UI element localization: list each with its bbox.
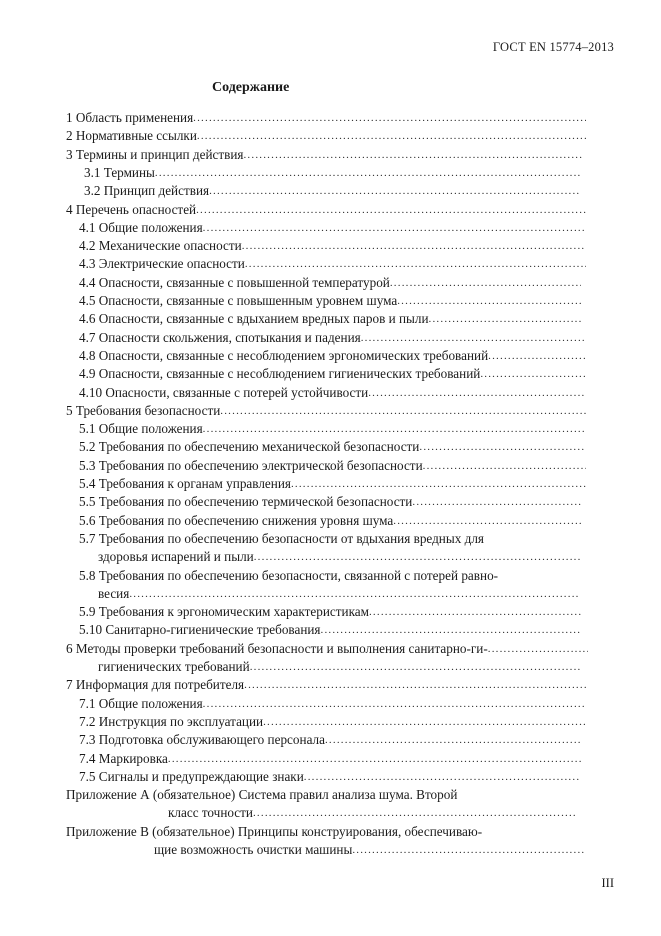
toc-leader-dots: [168, 750, 581, 768]
toc-entry[interactable]: [79, 219, 586, 237]
toc-entry[interactable]: [79, 457, 586, 475]
toc-entry[interactable]: [79, 621, 581, 639]
toc-entry[interactable]: [79, 329, 586, 347]
toc-entry-text: 7.1 Общие положения: [79, 695, 203, 711]
toc-entry[interactable]: [79, 237, 586, 255]
toc-entry-text: гигиенических требований: [98, 659, 250, 674]
toc-entry-text: 5.1 Общие положения: [79, 421, 203, 437]
toc-entry-text: 1 Область применения: [66, 110, 194, 125]
toc-entry-text: Приложение В (обязательное) Принципы конструирования, обеспечиваю-: [66, 823, 483, 839]
toc-leader-dots: [196, 201, 586, 219]
toc-entry-text: 5.8 Требования по обеспечению безопасности, связанной с потерей равно-: [79, 567, 499, 583]
toc-leader-dots: [484, 530, 581, 548]
toc-leader-dots: [369, 603, 581, 621]
toc-leader-dots: [498, 567, 581, 585]
toc-entry-appendix[interactable]: [66, 786, 576, 804]
toc-leader-dots: [368, 384, 586, 402]
toc-entry[interactable]: [79, 255, 586, 273]
toc-entry-text: 5.3 Требования по обеспечению электрической безопасности: [79, 457, 423, 473]
toc-leader-dots: [361, 329, 586, 347]
toc-leader-dots: [480, 365, 586, 383]
toc-leader-dots: [243, 146, 582, 164]
toc-entry[interactable]: [66, 402, 586, 420]
toc-entry[interactable]: [79, 603, 581, 621]
toc-entry[interactable]: [79, 420, 586, 438]
toc-leader-dots: [325, 731, 581, 749]
toc-entry[interactable]: [79, 512, 581, 530]
toc-entry-text: 4.9 Опасности, связанные с несоблюдением гигиенических требований: [79, 366, 481, 382]
toc-entry[interactable]: [79, 768, 581, 786]
toc-entry-appendix[interactable]: [66, 823, 586, 841]
toc-entry-text: весия: [98, 585, 130, 601]
toc-entry-text: 5.6 Требования по обеспечению снижения уровня шума: [79, 512, 394, 528]
toc-entry[interactable]: [79, 493, 581, 511]
toc-leader-dots: [321, 621, 582, 639]
toc-entry-text: 4.6 Опасности, связанные с вдыханием вредных паров и пыли: [79, 311, 429, 327]
toc-entry-text: 2 Нормативные ссылки: [66, 128, 197, 144]
toc-leader-dots: [129, 585, 580, 603]
toc-entry-text: 5.5 Требования по обеспечению термической безопасности: [79, 494, 413, 510]
toc-leader-dots: [242, 237, 586, 255]
toc-leader-dots: [412, 493, 581, 511]
toc-entry[interactable]: [66, 109, 586, 127]
toc-entry-continued[interactable]: [168, 804, 576, 822]
toc-leader-dots: [203, 219, 586, 237]
toc-leader-dots: [253, 804, 576, 822]
toc-leader-dots: [429, 310, 581, 328]
toc-entry-continued[interactable]: [154, 841, 584, 859]
toc-leader-dots: [254, 548, 580, 566]
toc-entry-text: 7.5 Сигналы и предупреждающие знаки: [79, 768, 304, 784]
toc-entry[interactable]: [84, 164, 580, 182]
toc-leader-dots: [220, 402, 586, 420]
toc-leader-dots: [304, 768, 581, 786]
toc-entry-text: 7.3 Подготовка обслуживающего персонала: [79, 732, 325, 748]
toc-entry[interactable]: [66, 640, 588, 658]
toc-leader-dots: [397, 292, 581, 310]
toc-entry-text: 4.3 Электрические опасности: [79, 256, 245, 272]
toc-entry[interactable]: [66, 676, 586, 694]
toc-leader-dots: [393, 512, 581, 530]
toc-entry-continued[interactable]: [98, 548, 580, 566]
toc-entry-text: 4.5 Опасности, связанные с повышенным уровнем шума: [79, 293, 398, 308]
toc-entry-continued[interactable]: [98, 658, 580, 676]
toc-leader-dots: [203, 695, 586, 713]
toc-entry-text: 5.10 Санитарно-гигиенические требования: [79, 622, 321, 638]
toc-entry-text: щие возможность очистки машины: [154, 842, 353, 857]
toc-leader-dots: [419, 438, 586, 456]
toc-entry-text: 7.2 Инструкция по эксплуатации: [79, 713, 264, 729]
toc-entry-text: 4.10 Опасности, связанные с потерей устойчивости: [79, 384, 369, 400]
toc-entry[interactable]: [79, 731, 581, 749]
toc-leader-dots: [488, 640, 588, 658]
toc-entry-text: 3.1 Термины: [84, 164, 155, 180]
toc-entry-text: 4.8 Опасности, связанные с несоблюдением эргономических требований: [79, 347, 489, 363]
toc-entry-text: 4 Перечень опасностей: [66, 201, 197, 217]
toc-entry[interactable]: [79, 475, 586, 493]
toc-entry-text: 3 Термины и принцип действия: [66, 146, 244, 162]
toc-entry[interactable]: [84, 182, 580, 200]
toc-leader-dots: [423, 457, 586, 475]
toc-entry[interactable]: [79, 310, 581, 328]
toc-entry-text: 5.4 Требования к органам управления: [79, 476, 291, 491]
toc-leader-dots: [482, 823, 586, 841]
toc-entry[interactable]: [79, 384, 586, 402]
toc-leader-dots: [291, 475, 586, 493]
toc-entry[interactable]: [79, 365, 586, 383]
toc-entry[interactable]: [79, 695, 586, 713]
toc-entry[interactable]: [79, 713, 586, 731]
toc-entry-text: 4.7 Опасности скольжения, спотыкания и падения: [79, 329, 361, 345]
document-header: ГОСТ EN 15774–2013: [492, 40, 614, 54]
toc-leader-dots: [197, 127, 586, 145]
toc-leader-dots: [193, 109, 586, 127]
toc-leader-dots: [457, 786, 576, 804]
toc-entry[interactable]: [66, 127, 586, 145]
toc-entry-text: класс точности: [168, 805, 253, 821]
toc-entry[interactable]: [79, 347, 586, 365]
toc-leader-dots: [244, 676, 586, 694]
toc-entry-text: 6 Методы проверки требований безопасности и выполнения санитарно-ги-: [66, 640, 488, 656]
toc-leader-dots: [263, 713, 586, 731]
toc-entry-text: 5.2 Требования по обеспечению механической безопасности: [79, 439, 420, 455]
toc-entry-text: 3.2 Принцип действия: [84, 183, 210, 199]
toc-entry[interactable]: [66, 201, 586, 219]
toc-entry-text: 5.7 Требования по обеспечению безопасности от вдыхания вредных для: [79, 530, 484, 546]
toc-entry-text: 7.4 Маркировка: [79, 750, 168, 766]
page-title: Содержание: [212, 80, 290, 95]
toc-entry-text: здоровья испарений и пыли: [98, 549, 254, 565]
toc-entry-text: 4.1 Общие положения: [79, 219, 203, 235]
toc-leader-dots: [250, 658, 580, 676]
toc-entry-text: 5 Требования безопасности: [66, 402, 221, 418]
toc-entry[interactable]: [79, 274, 581, 292]
toc-leader-dots: [488, 347, 586, 365]
toc-entry-text: 4.4 Опасности, связанные с повышенной температурой: [79, 274, 390, 290]
toc-entry[interactable]: [79, 530, 581, 548]
toc-entry-text: 5.9 Требования к эргономическим характеристикам: [79, 604, 369, 620]
toc-entry-text: 4.2 Механические опасности: [79, 238, 242, 254]
toc-entry[interactable]: [79, 292, 581, 310]
toc-leader-dots: [203, 420, 586, 438]
toc-entry[interactable]: [79, 438, 586, 456]
toc-entry[interactable]: [66, 146, 582, 164]
toc-leader-dots: [155, 164, 580, 182]
page-number: III: [601, 876, 614, 890]
toc-entry-continued[interactable]: [98, 585, 580, 603]
toc-leader-dots: [390, 274, 581, 292]
toc-leader-dots: [209, 182, 580, 200]
toc-entry-text: Приложение А (обязательное) Система правил анализа шума. Второй: [66, 787, 458, 803]
toc-leader-dots: [245, 255, 586, 273]
toc-entry-text: 7 Информация для потребителя: [66, 677, 245, 693]
toc-entry[interactable]: [79, 750, 581, 768]
toc-entry[interactable]: [79, 567, 581, 585]
toc-leader-dots: [352, 841, 584, 859]
